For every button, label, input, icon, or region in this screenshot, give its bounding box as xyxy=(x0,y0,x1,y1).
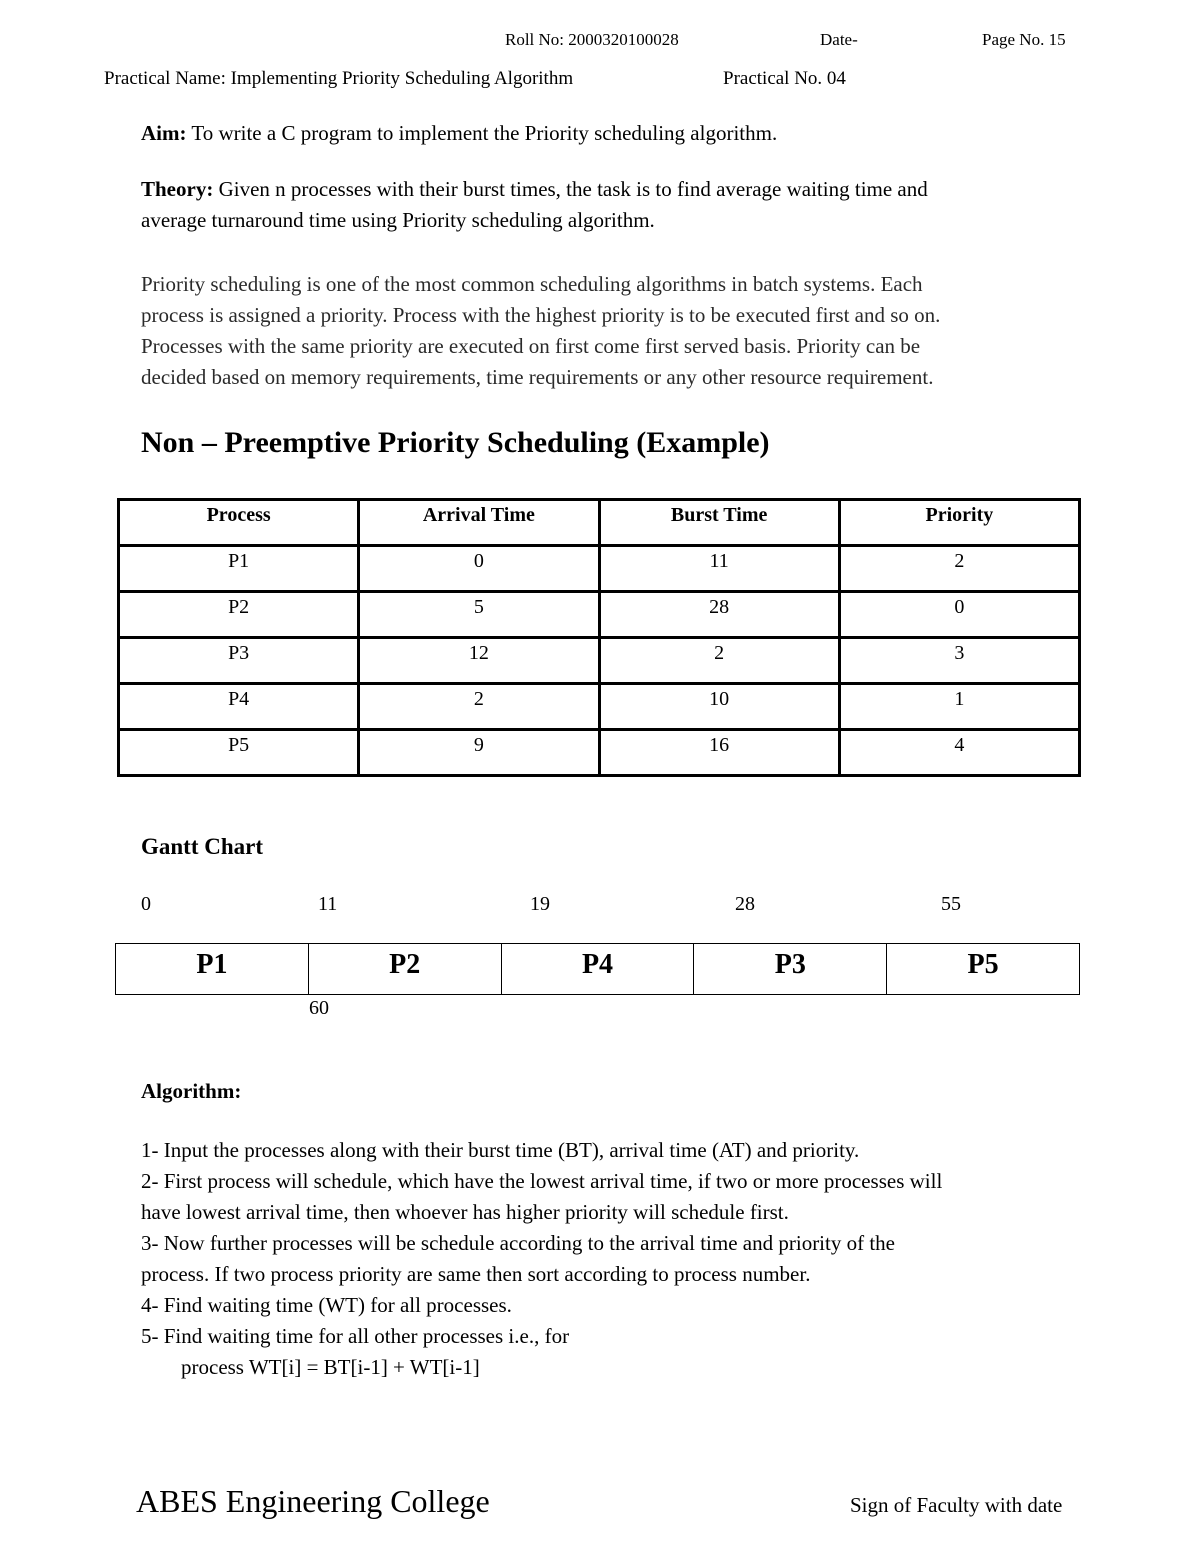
aim-paragraph xyxy=(141,118,777,149)
cell-process: P5 xyxy=(119,730,359,776)
description-line: Priority scheduling is one of the most common scheduling algorithms in batch systems. Each xyxy=(141,272,923,296)
page-number: Page No. 15 xyxy=(982,30,1066,49)
column-header-arrival-time: Arrival Time xyxy=(359,500,599,546)
cell-priority: 2 xyxy=(839,546,1079,592)
cell-burst-time: 11 xyxy=(599,546,839,592)
roll-number: Roll No: 2000320100028 xyxy=(505,30,679,49)
cell-priority: 3 xyxy=(839,638,1079,684)
cell-burst-time: 28 xyxy=(599,592,839,638)
table-header-row xyxy=(119,500,1080,546)
gantt-tick: 11 xyxy=(318,893,338,915)
cell-process: P4 xyxy=(119,684,359,730)
cell-arrival-time: 2 xyxy=(359,684,599,730)
aim-label: Aim: xyxy=(141,121,187,145)
gantt-tick: 60 xyxy=(309,997,329,1019)
theory-label: Theory: xyxy=(141,177,214,201)
example-heading: Non – Preemptive Priority Scheduling (Example) xyxy=(141,426,770,459)
cell-process: P2 xyxy=(119,592,359,638)
cell-priority: 4 xyxy=(839,730,1079,776)
table-row xyxy=(119,546,1080,592)
algorithm-line: 1- Input the processes along with their burst time (BT), arrival time (AT) and priority. xyxy=(141,1138,860,1162)
theory-line-1: Given n processes with their burst times, the task is to find average waiting time and xyxy=(213,177,928,201)
practical-name: Practical Name: Implementing Priority Scheduling Algorithm xyxy=(104,68,574,89)
cell-priority: 1 xyxy=(839,684,1079,730)
cell-burst-time: 16 xyxy=(599,730,839,776)
cell-arrival-time: 0 xyxy=(359,546,599,592)
column-header-process: Process xyxy=(119,500,359,546)
gantt-cell: P4 xyxy=(502,944,695,994)
description-line: process is assigned a priority. Process with the highest priority is to be executed first and so on. xyxy=(141,303,941,327)
table-row xyxy=(119,684,1080,730)
description-line: decided based on memory requirements, time requirements or any other resource requirement. xyxy=(141,365,934,389)
cell-process: P1 xyxy=(119,546,359,592)
theory-paragraph xyxy=(141,174,928,236)
gantt-tick: 19 xyxy=(530,893,550,915)
cell-arrival-time: 5 xyxy=(359,592,599,638)
table-row xyxy=(119,730,1080,776)
college-name: ABES Engineering College xyxy=(136,1483,490,1519)
description-line: Processes with the same priority are executed on first come first served basis. Priority can be xyxy=(141,334,921,358)
practical-number: Practical No. 04 xyxy=(723,68,846,89)
cell-priority: 0 xyxy=(839,592,1079,638)
algorithm-formula: process WT[i] = BT[i-1] + WT[i-1] xyxy=(181,1355,480,1379)
cell-arrival-time: 9 xyxy=(359,730,599,776)
gantt-chart xyxy=(115,943,1080,995)
cell-burst-time: 2 xyxy=(599,638,839,684)
cell-process: P3 xyxy=(119,638,359,684)
gantt-cell: P3 xyxy=(694,944,887,994)
gantt-cell: P5 xyxy=(967,949,999,980)
aim-text: To write a C program to implement the Priority scheduling algorithm. xyxy=(186,121,778,145)
cell-arrival-time: 12 xyxy=(359,638,599,684)
algorithm-line: 4- Find waiting time (WT) for all processes. xyxy=(141,1293,512,1317)
algorithm-heading: Algorithm: xyxy=(141,1079,242,1103)
date-field: Date- xyxy=(820,30,858,49)
faculty-sign-label: Sign of Faculty with date xyxy=(850,1493,1063,1517)
theory-line-2: average turnaround time using Priority scheduling algorithm. xyxy=(141,208,655,232)
algorithm-line: 3- Now further processes will be schedule according to the arrival time and priority of the xyxy=(141,1231,896,1255)
gantt-heading: Gantt Chart xyxy=(141,834,264,859)
gantt-tick: 55 xyxy=(941,893,961,915)
algorithm-line: process. If two process priority are same then sort according to process number. xyxy=(141,1262,811,1286)
column-header-burst-time: Burst Time xyxy=(599,500,839,546)
column-header-priority: Priority xyxy=(839,500,1079,546)
cell-burst-time: 10 xyxy=(599,684,839,730)
algorithm-line: have lowest arrival time, then whoever has higher priority will schedule first. xyxy=(141,1200,789,1224)
algorithm-steps xyxy=(141,1135,942,1383)
description-paragraph xyxy=(141,269,940,393)
table-row xyxy=(119,638,1080,684)
algorithm-line: 5- Find waiting time for all other processes i.e., for xyxy=(141,1324,570,1348)
gantt-tick: 28 xyxy=(735,893,755,915)
gantt-cell: P1 xyxy=(116,944,309,994)
table-row xyxy=(119,592,1080,638)
gantt-cell: P2 xyxy=(309,944,502,994)
gantt-tick: 0 xyxy=(141,893,151,915)
process-table xyxy=(117,498,1081,777)
algorithm-line: 2- First process will schedule, which have the lowest arrival time, if two or more processes will xyxy=(141,1169,943,1193)
